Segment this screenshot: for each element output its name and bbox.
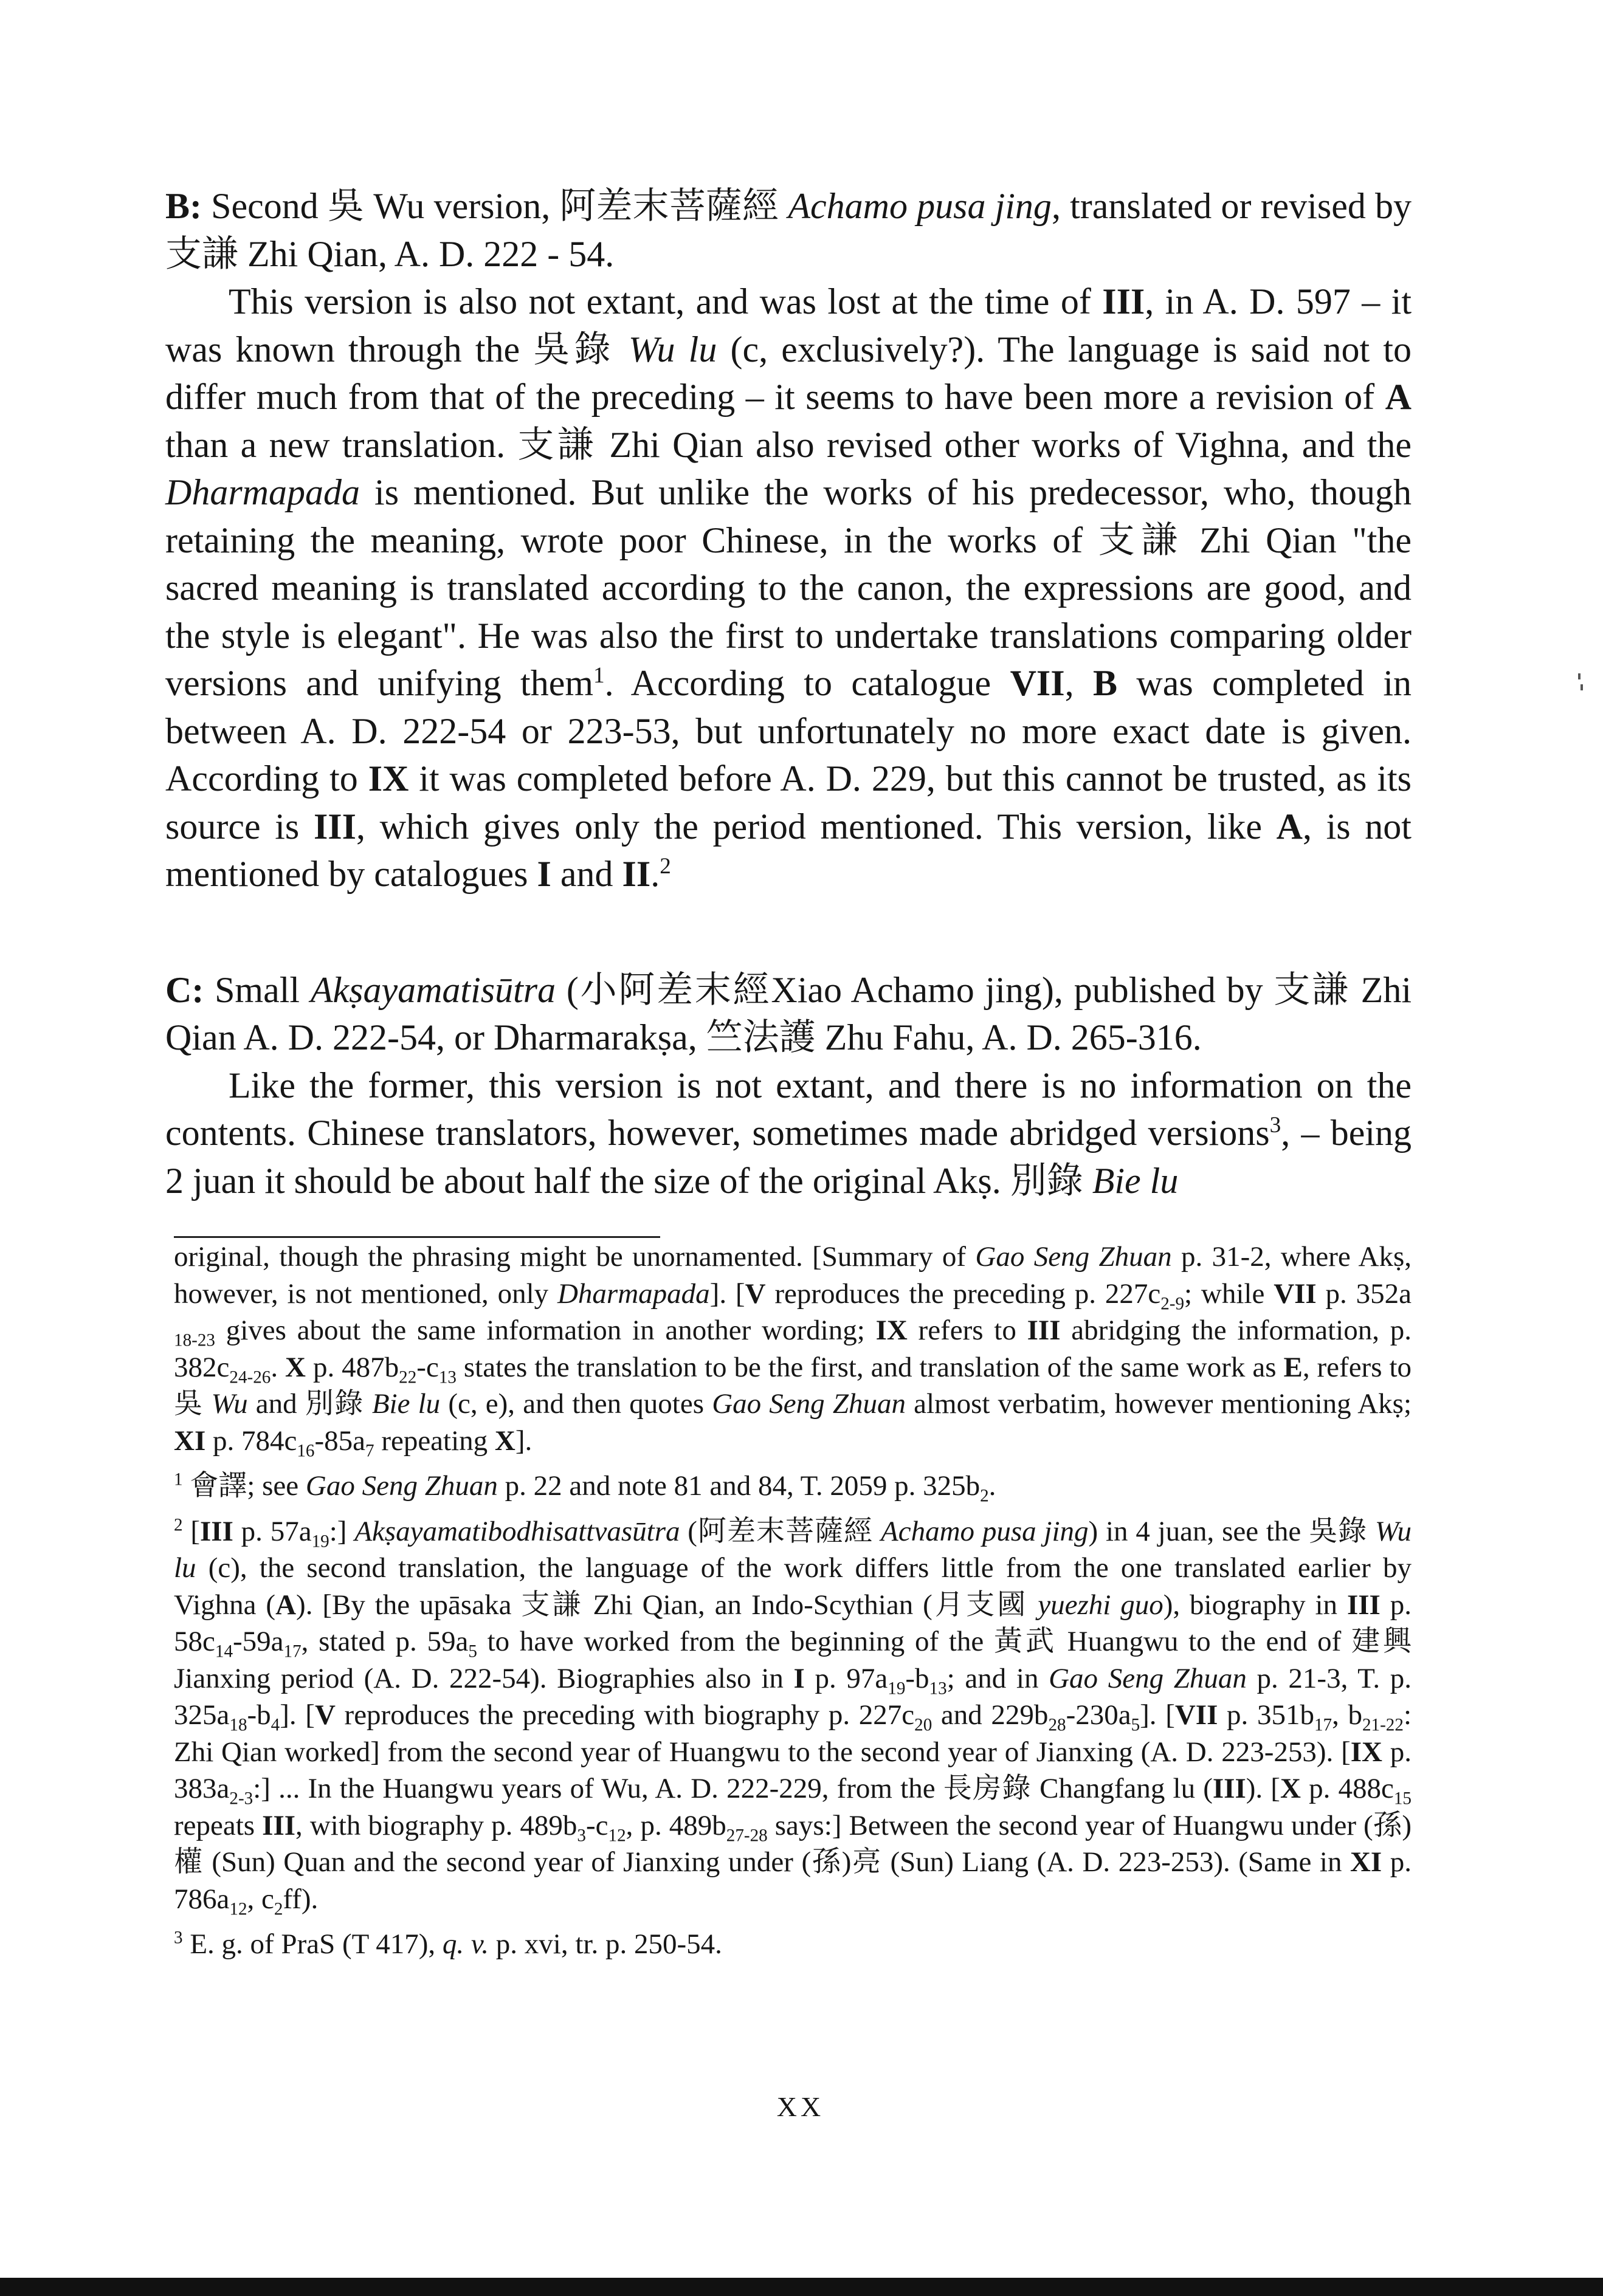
text-run: X: [494, 1425, 515, 1457]
text-run: was completed in between A. D. 222-54 or 223-53, but unfortunately no more exact date is given. According to: [165, 663, 1412, 799]
text-run: A: [275, 1589, 297, 1621]
subscript: 17: [283, 1641, 302, 1662]
text-run: than a new translation. 支謙 Zhi Qian also revised other works of Vighna, and the: [165, 424, 1412, 465]
text-run: :] ... In the Huangwu years of Wu, A. D. 222-229, from the 長房錄 Changfang lu (: [253, 1773, 1213, 1804]
text-run: -c: [585, 1809, 608, 1841]
footnote-marker: 2: [660, 854, 671, 879]
text-run: and: [551, 854, 622, 894]
text-run: III: [1212, 1773, 1246, 1804]
text-run: , – being 2 juan it should be about half the size of the original Akṣ. 別錄: [165, 1113, 1412, 1201]
text-run: repeating: [374, 1425, 495, 1457]
subscript: 7: [365, 1440, 374, 1460]
footnotes: [174, 1239, 1412, 1963]
subscript: 16: [297, 1440, 315, 1460]
text-run: almost verbatim, however mentioning Akṣ;: [905, 1388, 1412, 1420]
text-run: . According to catalogue: [604, 663, 1010, 703]
text-run: VII: [1010, 663, 1065, 703]
subscript: 4: [271, 1715, 280, 1735]
footnote-marker: 1: [593, 663, 605, 688]
text-run: B: [1092, 663, 1117, 703]
text-run: Dharmapada: [165, 472, 360, 512]
text-run: (阿差末菩薩經: [680, 1515, 881, 1547]
text-run: IX: [368, 758, 409, 799]
text-run: gives about the same information in another wording;: [215, 1315, 876, 1346]
text-run: V: [314, 1699, 336, 1731]
text-run: says:] Between the second year of Huangwu under (孫)權 (Sun) Quan and the second year of Jianxing under (孫)亮 (Sun) Liang (A. D. 223-253). (Same in: [174, 1809, 1412, 1878]
text-run: : Zhi Qian worked] from the second year of Huangwu to the second year of Jianxing (A. D. 223-253). [: [174, 1699, 1412, 1768]
text-run: III: [313, 806, 356, 847]
text-run: ff).: [283, 1883, 319, 1915]
text-run: , stated p. 59a: [301, 1626, 469, 1657]
section-c-heading-rest: (小阿差末經Xiao Achamo jing), published by 支謙 Zhi Qian A. D. 222-54, or Dharmarakṣa, 竺法護 Zhu Fahu, A. D. 265-316.: [165, 969, 1412, 1057]
text-run: ). [: [1246, 1773, 1280, 1804]
subscript: 3: [577, 1825, 586, 1845]
text-run: -85a: [314, 1425, 365, 1457]
text-run: III: [200, 1515, 233, 1547]
subscript: 5: [1131, 1715, 1140, 1735]
text-run: (c, e), and then quotes: [440, 1388, 712, 1420]
scan-speck: [1581, 684, 1583, 690]
text-run: ; while: [1184, 1277, 1274, 1310]
text-run: IX: [1350, 1736, 1382, 1768]
footnote-2: [174, 1513, 1412, 1918]
subscript: 24-26: [229, 1367, 271, 1387]
text-run: , c: [247, 1883, 274, 1915]
text-run: yuezhi guo: [1038, 1589, 1163, 1621]
text-run: ,: [1064, 663, 1093, 703]
text-run: This version is also not extant, and was lost at the time of: [229, 281, 1103, 321]
section-b-heading-rest: , translated or revised by 支謙 Zhi Qian, A. D. 222 - 54.: [165, 186, 1412, 274]
text-run: p. 784c: [205, 1425, 297, 1457]
section-c-heading: [165, 966, 1412, 1062]
text-run: A: [1385, 377, 1412, 417]
subscript: 12: [229, 1899, 247, 1919]
text-run: Bie lu: [371, 1388, 441, 1420]
section-c-title: Akṣayamatisūtra: [310, 969, 556, 1010]
footnote-continuation: [174, 1239, 1412, 1459]
text-run: ].: [515, 1425, 533, 1457]
scan-edge: [0, 2278, 1603, 2296]
text-run: Like the former, this version is not extant, and there is no information on the contents. Chinese translators, however, sometimes made abridged versions: [165, 1065, 1412, 1153]
subscript: 2-3: [229, 1789, 253, 1809]
footnote-marker: 3: [174, 1928, 183, 1948]
text-run: refers to: [907, 1315, 1027, 1346]
text-run: -c: [416, 1351, 439, 1383]
text-run: Bie lu: [1092, 1160, 1179, 1201]
text-run: original, though the phrasing might be unornamented. [Summary of: [174, 1241, 976, 1273]
footnote-1: [174, 1468, 1412, 1505]
subscript: 2: [274, 1899, 283, 1919]
text-run: p. 58c: [174, 1589, 1412, 1657]
subscript: 13: [929, 1678, 947, 1698]
text-run: and 229b: [932, 1699, 1049, 1731]
subscript: 5: [468, 1641, 477, 1662]
section-b-label: B:: [165, 186, 202, 226]
text-run: X: [1280, 1773, 1301, 1804]
subscript: 27-28: [726, 1825, 768, 1845]
text-run: ) in 4 juan, see the 吳錄: [1088, 1515, 1375, 1547]
text-run: p. 22 and note 81 and 84, T. 2059 p. 325b: [497, 1470, 981, 1502]
text-run: , with biography p. 489b: [295, 1809, 577, 1841]
text-run: p. 352a: [1316, 1277, 1412, 1310]
text-run: E: [1283, 1351, 1303, 1383]
text-run: reproduces the preceding p. 227c: [765, 1277, 1161, 1310]
text-run: ]. [: [709, 1277, 745, 1310]
text-run: it was completed before A. D. 229, but this cannot be trusted, as its source is: [165, 758, 1412, 847]
text-run: -230a: [1066, 1699, 1131, 1731]
subscript: 13: [438, 1367, 457, 1387]
text-run: p. 21-3, T. p. 325a: [174, 1662, 1412, 1731]
footnote-marker: 3: [1269, 1113, 1281, 1138]
subscript: 15: [1393, 1789, 1412, 1809]
text-run: p. 31-2, where Akṣ, however, is not mentioned, only: [174, 1241, 1412, 1310]
text-run: III: [1102, 281, 1145, 321]
subscript: 18-23: [174, 1330, 215, 1350]
text-run: p. 488c: [1300, 1773, 1394, 1804]
text-run: XI: [1350, 1846, 1382, 1878]
text-run: VII: [1174, 1699, 1218, 1731]
subscript: 28: [1048, 1715, 1066, 1735]
subscript: 19: [888, 1678, 906, 1698]
text-run: abridging the information, p. 382c: [174, 1315, 1412, 1383]
text-run: XI: [174, 1425, 206, 1457]
text-run: ; and in: [946, 1662, 1049, 1694]
section-c-label: C:: [165, 969, 204, 1010]
text-run: , in A. D. 597 – it was known through the 吳錄: [165, 281, 1412, 369]
text-run: ). [By the upāsaka 支謙 Zhi Qian, an Indo-Scythian (月支國: [296, 1589, 1038, 1621]
text-run: states the translation to be the first, and translation of the same work as: [456, 1351, 1284, 1383]
text-run: Akṣayamatibodhisattvasūtra: [354, 1515, 680, 1547]
text-run: to have worked from the beginning of the 黃武 Huangwu to the end of 建興 Jianxing period (A. D. 222-54). Biographies also in: [174, 1626, 1412, 1694]
subscript: 22: [399, 1367, 417, 1387]
main-text: [165, 182, 1412, 1205]
text-run: .: [988, 1470, 996, 1502]
text-run: (c), the second translation, the language of the work differs little from the one translated earlier by Vighna (: [174, 1552, 1412, 1621]
text-run: X: [285, 1351, 306, 1383]
text-run: p. 57a: [233, 1515, 312, 1547]
subscript: 19: [311, 1531, 329, 1551]
subscript: 14: [215, 1641, 233, 1662]
text-run: Gao Seng Zhuan: [305, 1470, 498, 1502]
text-run: Wu lu: [628, 329, 717, 369]
text-run: Wu: [211, 1388, 248, 1420]
text-run: E. g. of PraS (T 417),: [182, 1928, 443, 1960]
text-run: Gao Seng Zhuan: [712, 1388, 906, 1420]
text-run: Dharmapada: [557, 1277, 710, 1310]
subscript: 2: [980, 1486, 989, 1506]
text-run: ]. [: [280, 1699, 315, 1731]
footnote-marker: 1: [174, 1469, 183, 1490]
text-run: A: [1276, 806, 1303, 847]
subscript: 20: [914, 1715, 932, 1735]
text-run: , p. 489b: [626, 1809, 726, 1841]
text-run: , refers to 吳: [174, 1351, 1412, 1420]
text-run: , b: [1332, 1699, 1362, 1731]
text-run: , is not mentioned by catalogues: [165, 806, 1412, 894]
subscript: 2-9: [1160, 1293, 1185, 1313]
subscript: 12: [608, 1825, 626, 1845]
text-run: ]. [: [1140, 1699, 1175, 1731]
page-number: XX: [776, 2091, 825, 2122]
subscript: 18: [229, 1715, 247, 1735]
text-run: and 別錄: [247, 1388, 372, 1420]
text-run: I: [537, 854, 551, 894]
subscript: 17: [1314, 1715, 1332, 1735]
text-run: q. v.: [442, 1928, 489, 1960]
text-run: II: [622, 854, 651, 894]
text-run: Gao Seng Zhuan: [1049, 1662, 1247, 1694]
footnote-rule: [174, 1236, 660, 1238]
section-b-heading-text: Second 吳 Wu version, 阿差末菩薩經: [202, 186, 788, 226]
text-run: ), biography in: [1163, 1589, 1347, 1621]
footnote-3: [174, 1926, 1412, 1963]
section-b-title: Achamo pusa jing: [788, 186, 1052, 226]
text-run: p. 383a: [174, 1736, 1412, 1804]
text-run: IX: [875, 1315, 908, 1346]
section-c-heading-text: Small: [204, 969, 311, 1010]
text-run: , which gives only the period mentioned. This version, like: [356, 806, 1277, 847]
footnote-marker: 2: [174, 1514, 183, 1535]
text-run: [: [182, 1515, 201, 1547]
section-b-body: [165, 278, 1412, 898]
text-run: Achamo pusa jing: [881, 1515, 1089, 1547]
text-run: Gao Seng Zhuan: [975, 1241, 1172, 1273]
text-run: III: [1346, 1589, 1381, 1621]
text-run: -b: [905, 1662, 929, 1694]
text-run: 會譯; see: [182, 1470, 306, 1502]
text-run: repeats: [174, 1809, 263, 1841]
text-run: .: [271, 1351, 286, 1383]
text-run: Wu lu: [174, 1515, 1412, 1584]
text-run: (c, exclusively?). The language is said not to differ much from that of the preceding – it seems to have been more a revision of: [165, 329, 1412, 417]
text-run: p. 786a: [174, 1846, 1412, 1915]
text-run: p. xvi, tr. p. 250-54.: [489, 1928, 722, 1960]
scan-speck: [1578, 673, 1581, 679]
text-run: .: [650, 854, 660, 894]
text-run: III: [1027, 1315, 1061, 1346]
text-run: p. 97a: [804, 1662, 888, 1694]
section-c-body: [165, 1062, 1412, 1205]
text-run: VII: [1274, 1277, 1317, 1310]
text-run: III: [262, 1809, 296, 1841]
text-run: is mentioned. But unlike the works of his predecessor, who, though retaining the meaning, wrote poor Chinese, in the works of 支謙 Zhi Qian "the sacred meaning is translated according to the canon, the expressions are good, and the style is elegant". He was also the first to undertake translations comparing older versions and unifying them: [165, 472, 1412, 703]
text-run: p. 487b: [306, 1351, 399, 1383]
text-run: I: [793, 1662, 805, 1694]
section-b-heading: [165, 182, 1412, 278]
text-run: :]: [329, 1515, 355, 1547]
text-run: -b: [247, 1699, 271, 1731]
text-run: p. 351b: [1218, 1699, 1314, 1731]
text-run: -59a: [233, 1626, 284, 1657]
text-run: V: [745, 1277, 766, 1310]
text-run: reproduces the preceding with biography p. 227c: [335, 1699, 915, 1731]
subscript: 21-22: [1362, 1715, 1404, 1735]
